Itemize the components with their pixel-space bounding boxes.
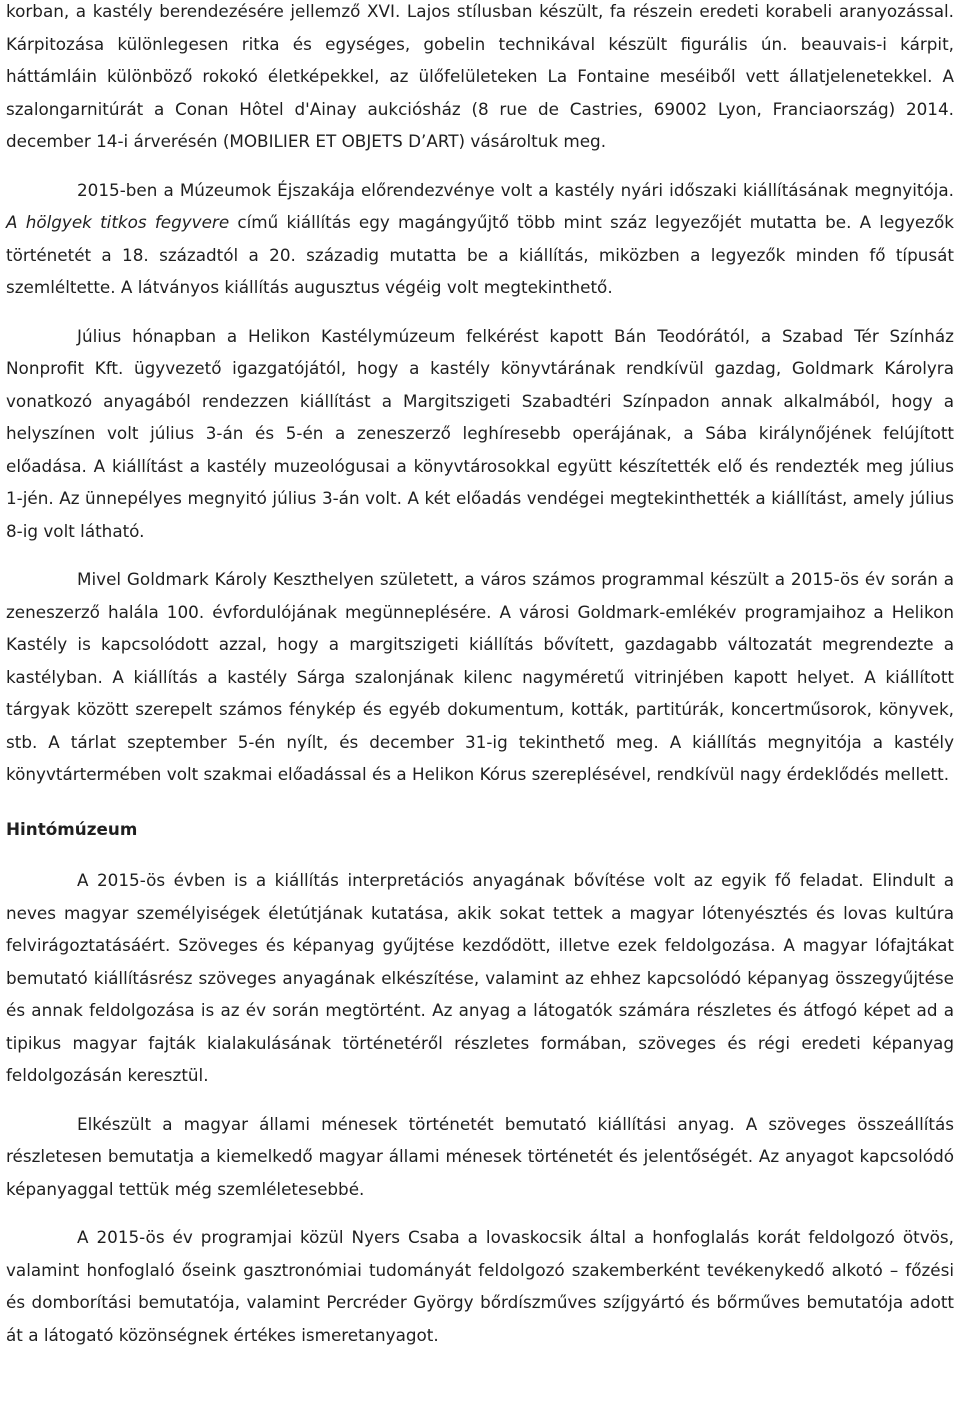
paragraph-szalongarnitura: korban, a kastély berendezésére jellemző XVI. Lajos stílusban készült, fa részein eredeti korabeli aranyozással. Kárpitozása különlegesen ritka és egységes, gobelin technikával készült figurális ún. beauvais-i kárpit, háttámláin különböző rokokó életképekkel, az ülőfelületeken La Fontaine meséiből vett állatjelenetekkel. A szalongarnitúrát a Conan Hôtel d'Ainay aukciósház (8 rue de Castries, 69002 Lyon, Franciaország) 2014. december 14-i árverésén (MOBILIER ET OBJETS D’ART) vásároltuk meg. — [6, 1, 954, 151]
paragraph-programok: A 2015-ös év programjai közül Nyers Csaba a lovaskocsik által a honfoglalás korát feldolgozó ötvös, valamint honfoglaló őseink gasztronómiai tudományát feldolgozó szakemberként tevékenykedő alkotó – főzési és domborítási bemutatója, valamint Percréder György bőrdíszműves szíjgyártó és bőrműves bemutatója adott át a látogató közönségnek értékes ismeretanyagot. — [6, 1227, 954, 1345]
paragraph-goldmark-emlekev: Mivel Goldmark Károly Keszthelyen született, a város számos programmal készült a 2015-ös év során a zeneszerző halála 100. évfordulójának megünneplésére. A városi Goldmark-emlékév programjaihoz a Helikon Kastély is kapcsolódott azzal, hogy a margitszigeti kiállítás bővített, gazdagabb változatát megrendezte a kastélyban. A kiállítás a kastély Sárga szalonjának kilenc nagyméretű vitrinjében kapott helyet. A kiállított tárgyak között szerepelt számos fénykép és egyéb dokumentum, kották, partitúrák, koncertműsorok, könyvek, stb. A tárlat szeptember 5-én nyílt, és december 31-ig tekinthető meg. A kiállítás megnyitója a kastély könyvtártermében volt szakmai előadással és a Helikon Kórus szereplésével, rendkívül nagy érdeklődés mellett. — [6, 569, 954, 784]
paragraph-legyezo-rest: című kiállítás egy magángyűjtő több mint száz legyezőjét mutatta be. A legyezők történetét a 18. századtól a 20. századig mutatta be a kiállítás, miközben a legyezők minden fő típusát szemléltette. A látványos kiállítás augusztus végéig volt megtekinthető. — [6, 212, 954, 297]
paragraph-menesek: Elkészült a magyar állami ménesek történetét bemutató kiállítási anyag. A szöveges összeállítás részletesen bemutatja a kiemelkedő magyar állami ménesek történetét és jelentőségét. Az anyagot kapcsolódó képanyaggal tettük még szemléletesebbé. — [6, 1113, 954, 1199]
paragraph-legyezo-kiallitas — [6, 174, 954, 304]
paragraph-legyezo-intro: 2015-ben a Múzeumok Éjszakája előrendezvénye volt a kastély nyári időszaki kiállításának megnyitója. — [77, 179, 954, 200]
paragraph-hintomuzeum-interpretacio: A 2015-ös évben is a kiállítás interpretációs anyagának bővítése volt az egyik fő feladat. Elindult a neves magyar személyiségek életútjának kutatása, akik sokat tettek a magyar lótenyésztés és lovas kultúra felvirágoztatásáért. Szöveges és képanyag gyűjtése kezdődött, illetve ezek feldolgozása. A magyar lófajtákat bemutató kiállításrész szöveges anyagának elkészítése, valamint az ehhez kapcsolódó képanyag összegyűjtése és annak feldolgozása is az év során megtörtént. Az anyag a látogatók számára részletes és átfogó képet ad a tipikus magyar fajták kialakulásának történetéről részletes formában, szöveges és régi eredeti képanyag feldolgozásán keresztül. — [6, 870, 954, 1085]
section-heading-hintomuzeum: Hintómúzeum — [6, 818, 138, 839]
exhibition-title: A hölgyek titkos fegyvere — [6, 212, 230, 232]
paragraph-goldmark-margitsziget: Július hónapban a Helikon Kastélymúzeum felkérést kapott Bán Teodórától, a Szabad Tér Színház Nonprofit Kft. ügyvezető igazgatójától, hogy a kastély könyvtárának rendkívül gazdag, Goldmark Károlyra vonatkozó anyagából rendezzen kiállítást a Margitszigeti Szabadtéri Színpadon annak alkalmából, hogy a helyszínen volt július 3-án és 5-én a zeneszerző leghíresebb operájának, a Sába királynőjének felújított előadása. A kiállítást a kastély muzeológusai a könyvtárosokkal együtt készítették elő és rendezték meg július 1-jén. Az ünnepélyes megnyitó július 3-án volt. A két előadás vendégei megtekinthették a kiállítást, amely július 8-ig volt látható. — [6, 325, 954, 541]
